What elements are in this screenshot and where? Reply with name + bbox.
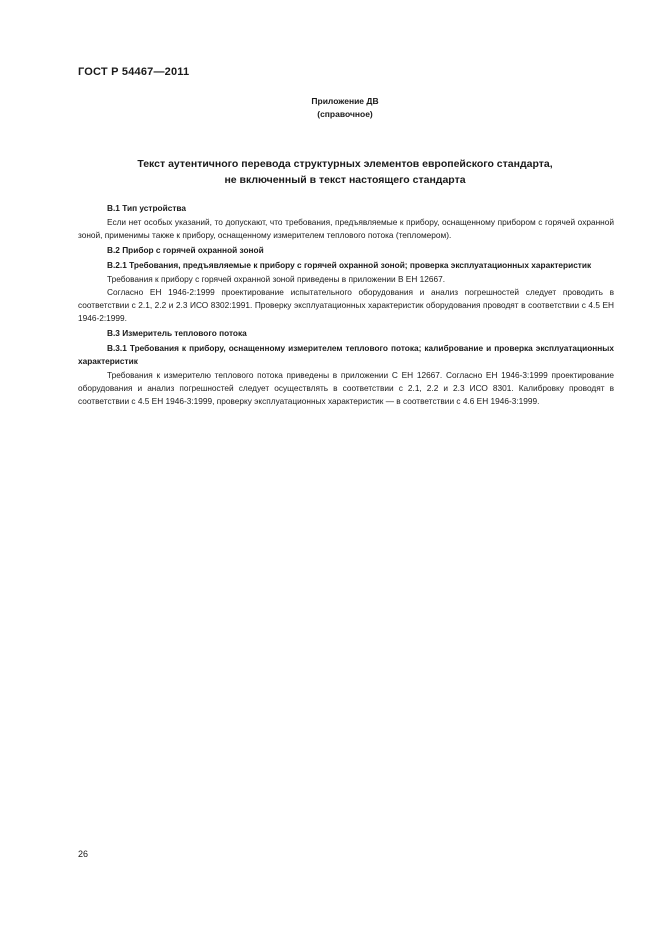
document-body (78, 200, 614, 408)
section-b21-paragraph-2: Согласно ЕН 1946-2:1999 проектирование испытательного оборудования и анализ погрешностей следует проводить в соответствии с 2.1, 2.2 и 2.3 ИСО 8302:1991. Проверку эксплуатационных характеристик оборудования проводят в соответствии с 4.5 ЕН 1946-2:1999. (78, 287, 614, 323)
section-b2-heading: В.2 Прибор с горячей охранной зоной (107, 245, 264, 255)
document-title-line-1: Текст аутентичного перевода структурных элементов европейского стандарта, (137, 158, 553, 170)
section-b21-heading: В.2.1 Требования, предъявляемые к прибору с горячей охранной зоной; проверка эксплуатационных характеристик (107, 260, 592, 270)
section-b21-paragraph-1: Требования к прибору с горячей охранной зоной приведены в приложении В ЕН 12667. (107, 274, 446, 284)
section-b1-paragraph-1: Если нет особых указаний, то допускают, что требования, предъявляемые к прибору, оснащенному прибором с горячей охранной зоной, применимы также к прибору, оснащенному измерителем теплового потока (тепломером). (78, 217, 614, 240)
page-number: 26 (78, 849, 89, 859)
annex-title: Приложение ДВ (311, 96, 379, 106)
section-b1-heading: В.1 Тип устройства (107, 203, 186, 213)
annex-subtitle: (справочное) (317, 109, 373, 119)
document-code: ГОСТ Р 54467—2011 (78, 66, 190, 78)
section-b31-heading: В.3.1 Требования к прибору, оснащенному измерителем теплового потока; калибрование и проверка эксплуатационных характеристик (78, 343, 614, 366)
document-title-line-2: не включенный в текст настоящего стандарта (224, 174, 466, 186)
document-title (90, 156, 600, 188)
section-b31-paragraph-1: Требования к измерителю теплового потока приведены в приложении С ЕН 12667. Согласно ЕН 1946-3:1999 проектирование оборудования и анализ погрешностей следует осуществлять в соответствии с 2.1, 2.2 и 2.3 ИСО 8301. Калибровку проводят в соответствии с 4.5 ЕН 1946-3:1999, проверку эксплуатационных характеристик — в соответствии с 4.6 ЕН 1946-3:1999. (78, 370, 614, 406)
annex-block (200, 95, 490, 121)
section-b3-heading: В.3 Измеритель теплового потока (107, 328, 247, 338)
